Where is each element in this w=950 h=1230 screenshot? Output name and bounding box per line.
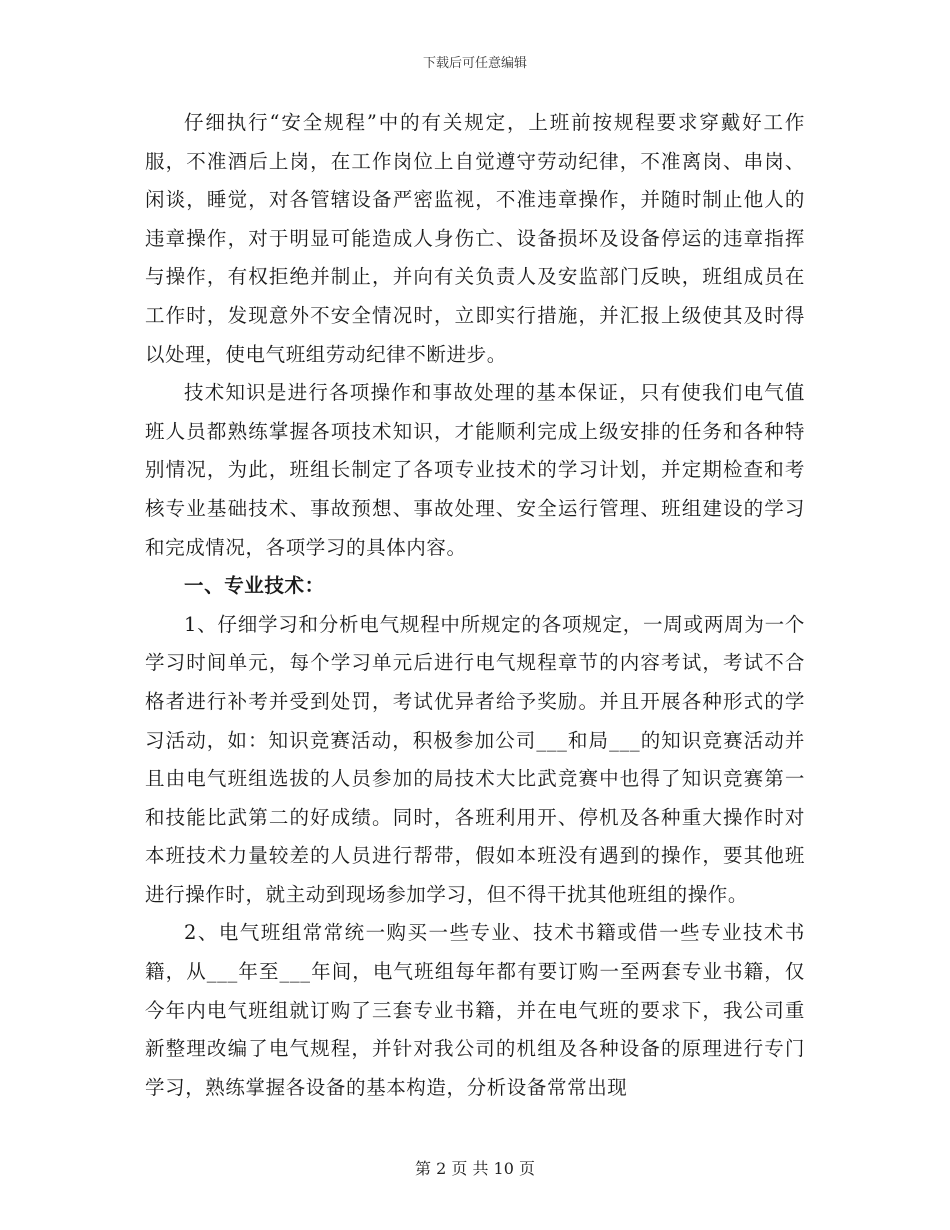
paragraph-item-2: 2、电气班组常常统一购买一些专业、技术书籍或借一些专业技术书籍，从___年至___年间，电气班组每年都有要订购一至两套专业书籍，仅今年内电气班组就订购了三套专业书籍，并在电气班的要求下，我公司重新整理改编了电气规程，并针对我公司的机组及各种设备的原理进行专门学习，熟练掌握各设备的基本构造，分析设备常常出现 (145, 921, 805, 1099)
paragraph-item-1: 1、仔细学习和分析电气规程中所规定的各项规定，一周或两周为一个学习时间单元，每个学习单元后进行电气规程章节的内容考试，考试不合格者进行补考并受到处罚，考试优异者给予奖励。并且开展各种形式的学习活动，如：知识竞赛活动，积极参加公司___和局___的知识竞赛活动并且由电气班组选拔的人员参加的局技术大比武竞赛中也得了知识竞赛第一和技能比武第二的好成绩。同时，各班利用开、停机及各种重大操作时对本班技术力量较差的人员进行帮带，假如本班没有遇到的操作，要其他班进行操作时，就主动到现场参加学习，但不得干扰其他班组的操作。 (145, 612, 805, 906)
document-body (145, 104, 805, 1107)
section-heading-professional-skills: 一、专业技术： (184, 574, 325, 598)
paragraph-safety-rules: 仔细执行“安全规程”中的有关规定，上班前按规程要求穿戴好工作服，不准酒后上岗，在工作岗位上自觉遵守劳动纪律，不准离岗、串岗、闲谈，睡觉，对各管辖设备严密监视，不准违章操作，并随时制止他人的违章操作，对于明显可能造成人身伤亡、设备损坏及设备停运的违章指挥与操作，有权拒绝并制止，并向有关负责人及安监部门反映，班组成员在工作时，发现意外不安全情况时，立即实行措施，并汇报上级使其及时得以处理，使电气班组劳动纪律不断进步。 (145, 111, 805, 366)
header-note: 下载后可任意编辑 (422, 56, 527, 71)
page-number: 第 2 页 共 10 页 (415, 1159, 535, 1178)
paragraph-technical-knowledge: 技术知识是进行各项操作和事故处理的基本保证，只有使我们电气值班人员都熟练掌握各项技术知识，才能顺利完成上级安排的任务和各种特别情况，为此，班组长制定了各项专业技术的学习计划，并定期检查和考核专业基础技术、事故预想、事故处理、安全运行管理、班组建设的学习和完成情况，各项学习的具体内容。 (145, 381, 805, 559)
